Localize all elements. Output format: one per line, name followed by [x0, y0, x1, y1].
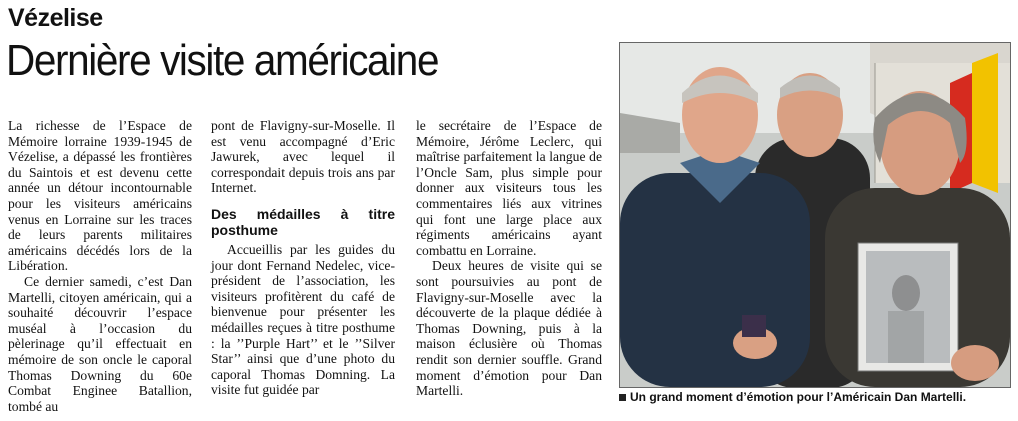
subheading: Des médailles à titre posthume [211, 205, 395, 238]
paragraph: Accueillis par les guides du jour dont Fernand Nedelec, vice-président de l’association, les visiteurs profitèrent du café de bienvenue pour présenter les médailles reçues à titre posthume : la ’’Purple Hart’’ et le ’’Silver Star’’ ainsi que d’une photo du caporal Thomas Domning. La visite fut guidée par [211, 241, 395, 398]
paragraph: La richesse de l’Espace de Mémoire lorraine 1939-1945 de Vézelise, a dépassé les frontières du Saintois et est devenu cette année un détour incontournable pour les visiteurs américains venus en Lorraine sur les traces de leurs parents militaires américains décédés lors de la Libération. [8, 118, 192, 274]
article-column-2 [211, 118, 395, 398]
caption-square-icon [619, 394, 626, 401]
paragraph: le secrétaire de l’Espace de Mémoire, Jérôme Leclerc, qui maîtrise parfaitement la langue de l’Oncle Sam, plus simple pour donner aux visiteurs tous les commentaires liés aux vitrines qui font une large place aux régiments américains ayant combattu en Lorraine. [416, 118, 602, 258]
flag-yellow [972, 53, 998, 193]
caption-text: Un grand moment d’émotion pour l’Américain Dan Martelli. [630, 390, 967, 404]
article-column-1 [8, 118, 192, 414]
kicker-location: Vézelise [8, 4, 103, 32]
photo-caption [619, 390, 966, 404]
paragraph: Deux heures de visite qui se sont poursuivies au pont de Flavigny-sur-Moselle avec la découverte de la plaque dédiée à Thomas Downing, puis à la maison éclusière où Thomas rendit son dernier souffle. Grand moment d’émotion pour Dan Martelli. [416, 258, 602, 399]
photo-illustration [620, 43, 1010, 387]
news-photo [619, 42, 1011, 388]
paragraph: pont de Flavigny-sur-Moselle. Il est venu accompagné d’Eric Jawurek, avec lequel il correspondait depuis trois ans par Internet. [211, 118, 395, 196]
article-column-3 [416, 118, 602, 399]
paragraph: Ce dernier samedi, c’est Dan Martelli, citoyen américain, qui a souhaité découvrir l’espace muséal à l’occasion du pèlerinage qu’il effectuait en mémoire de son oncle le caporal Thomas Downing du 60e Combat Enginee Batallion, tombé au [8, 273, 192, 414]
headline: Dernière visite américaine [6, 36, 439, 85]
